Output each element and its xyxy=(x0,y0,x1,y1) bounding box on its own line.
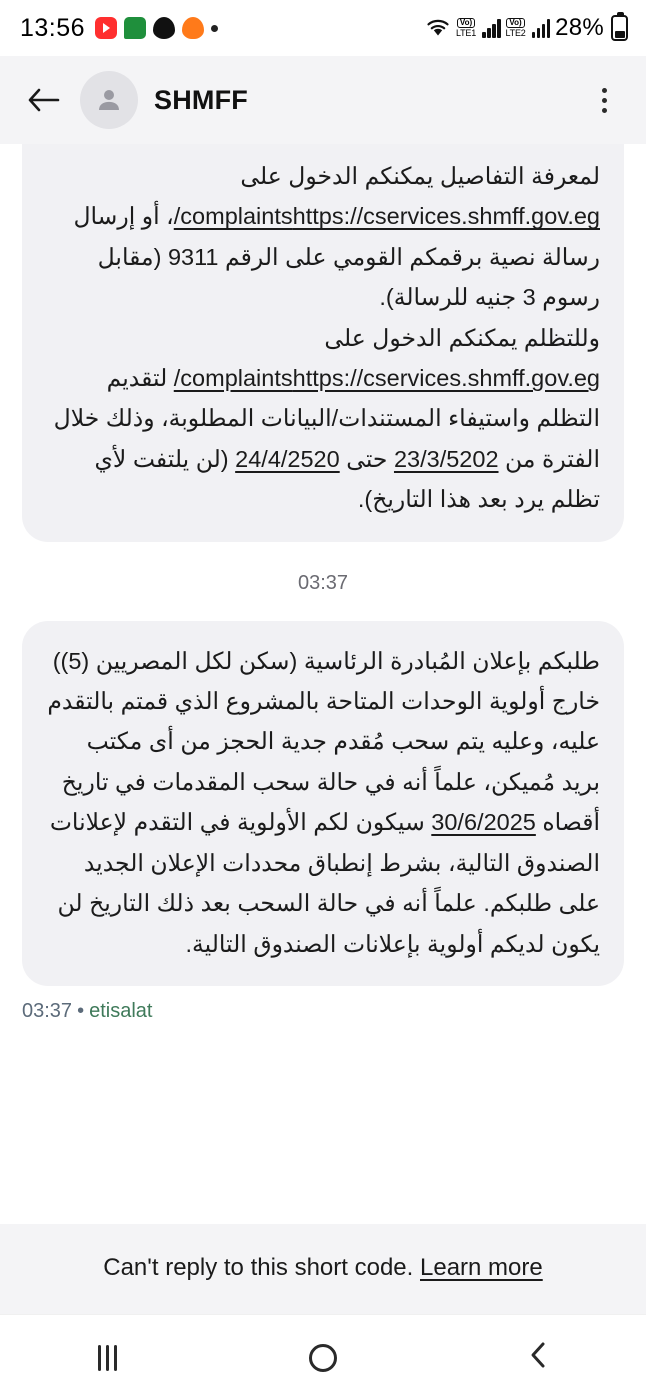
battery-percent-label: 28% xyxy=(555,14,604,41)
message-1-link-2[interactable]: https://cservices.shmff.gov.eg xyxy=(292,365,600,392)
app-bar xyxy=(0,56,646,144)
message-1-link-1[interactable]: https://cservices.shmff.gov.eg xyxy=(292,203,600,230)
volte-sim1-label: Vo) xyxy=(457,18,475,28)
dot-icon xyxy=(211,25,218,32)
status-bar-notification-icons xyxy=(95,17,218,39)
lte1-label: LTE1 xyxy=(455,28,477,38)
volte-sim1-icon xyxy=(456,18,476,38)
message-2-text-before: طلبكم بإعلان المُبادرة الرئاسية (سكن لكل المصريين (5)) خارج أولوية الوحدات المتاحة بالمشروع الذي قمتم بالتقدم عليه، وعليه يتم سحب مُقدم جدية الحجز من أى مكتب بريد مُميكن، علماً أنه في حالة سحب المقدمات في تاريخ أقصاه xyxy=(47,647,600,836)
status-bar xyxy=(0,0,646,56)
status-bar-right xyxy=(425,14,628,42)
message-2-body xyxy=(46,641,600,964)
nav-back-icon xyxy=(527,1340,549,1375)
volte-sim2-icon xyxy=(506,18,526,38)
volte-sim2-label: Vo) xyxy=(506,18,524,28)
back-arrow-icon[interactable] xyxy=(22,79,64,121)
home-icon xyxy=(309,1344,337,1372)
battery-icon xyxy=(611,15,628,41)
message-meta-time: 03:37 xyxy=(22,999,73,1022)
signal-sim2-icon xyxy=(532,18,551,38)
reply-disabled-text: Can't reply to this short code. xyxy=(103,1254,414,1281)
thread-timestamp: 03:37 xyxy=(297,571,349,594)
more-options-icon[interactable] xyxy=(584,78,624,122)
droplet-icon xyxy=(153,17,175,39)
lte2-label: LTE2 xyxy=(505,28,526,38)
message-1-date-from: 23/3/5202 xyxy=(393,445,499,472)
home-button[interactable] xyxy=(278,1328,368,1388)
conversation-thread[interactable] xyxy=(0,144,646,1224)
message-1-line-3: وللتظلم يمكنكم الدخول على xyxy=(324,324,600,351)
message-1-link-2-path[interactable]: /complaints xyxy=(173,365,293,392)
reply-disabled-notice xyxy=(0,1224,646,1314)
learn-more-link[interactable]: Learn more xyxy=(420,1254,543,1281)
wifi-icon xyxy=(425,18,451,38)
message-1-line-2: https://cservices.shmff.gov.eg/complaints، أو إرسال رسالة نصية برقمكم القومي على الرقم 9311 (مقابل رسوم 3 جنيه للرسالة). xyxy=(46,196,600,317)
message-1-line-4: https://cservices.shmff.gov.eg/complaints لتقديم التظلم واستيفاء المستندات/البيانات المطلوبة، وذلك خلال الفترة من 23/3/5202 حتى 24/4/2520 (لن يلتفت لأي تظلم يرد بعد هذا التاريخ). xyxy=(46,358,600,520)
message-1-line-1: لمعرفة التفاصيل يمكنكم الدخول على xyxy=(240,163,600,189)
messages-icon xyxy=(124,17,146,39)
nav-back-button[interactable] xyxy=(493,1328,583,1388)
message-1-link-1-path[interactable]: /complaints xyxy=(173,203,293,230)
system-nav-bar xyxy=(0,1314,646,1400)
recents-button[interactable] xyxy=(63,1328,153,1388)
youtube-icon xyxy=(95,17,117,39)
recents-icon xyxy=(98,1345,117,1371)
message-meta xyxy=(22,1000,624,1023)
avatar[interactable] xyxy=(80,71,138,129)
flame-icon xyxy=(182,17,204,39)
message-meta-separator: • xyxy=(77,999,85,1022)
page-title: SHMFF xyxy=(154,84,248,115)
status-bar-clock: 13:56 xyxy=(20,13,86,42)
message-1-date-to: 24/4/2520 xyxy=(235,445,340,472)
signal-sim1-icon xyxy=(482,18,501,38)
message-bubble-2[interactable] xyxy=(22,621,624,986)
message-2-text-after: سيكون لكم الأولوية في التقدم لإعلانات الصندوق التالية، بشرط إنطباق محددات الإعلان الجديد على طلبكم. علماً أنه في حالة السحب بعد ذلك التاريخ لن يكون لديكم أولوية بإعلانات الصندوق التالية. xyxy=(49,809,600,957)
message-bubble-1[interactable] xyxy=(22,144,624,542)
message-2-highlight-date: 30/6/2025 xyxy=(431,809,536,836)
message-meta-carrier: etisalat xyxy=(89,999,153,1022)
status-bar-left xyxy=(20,14,218,43)
